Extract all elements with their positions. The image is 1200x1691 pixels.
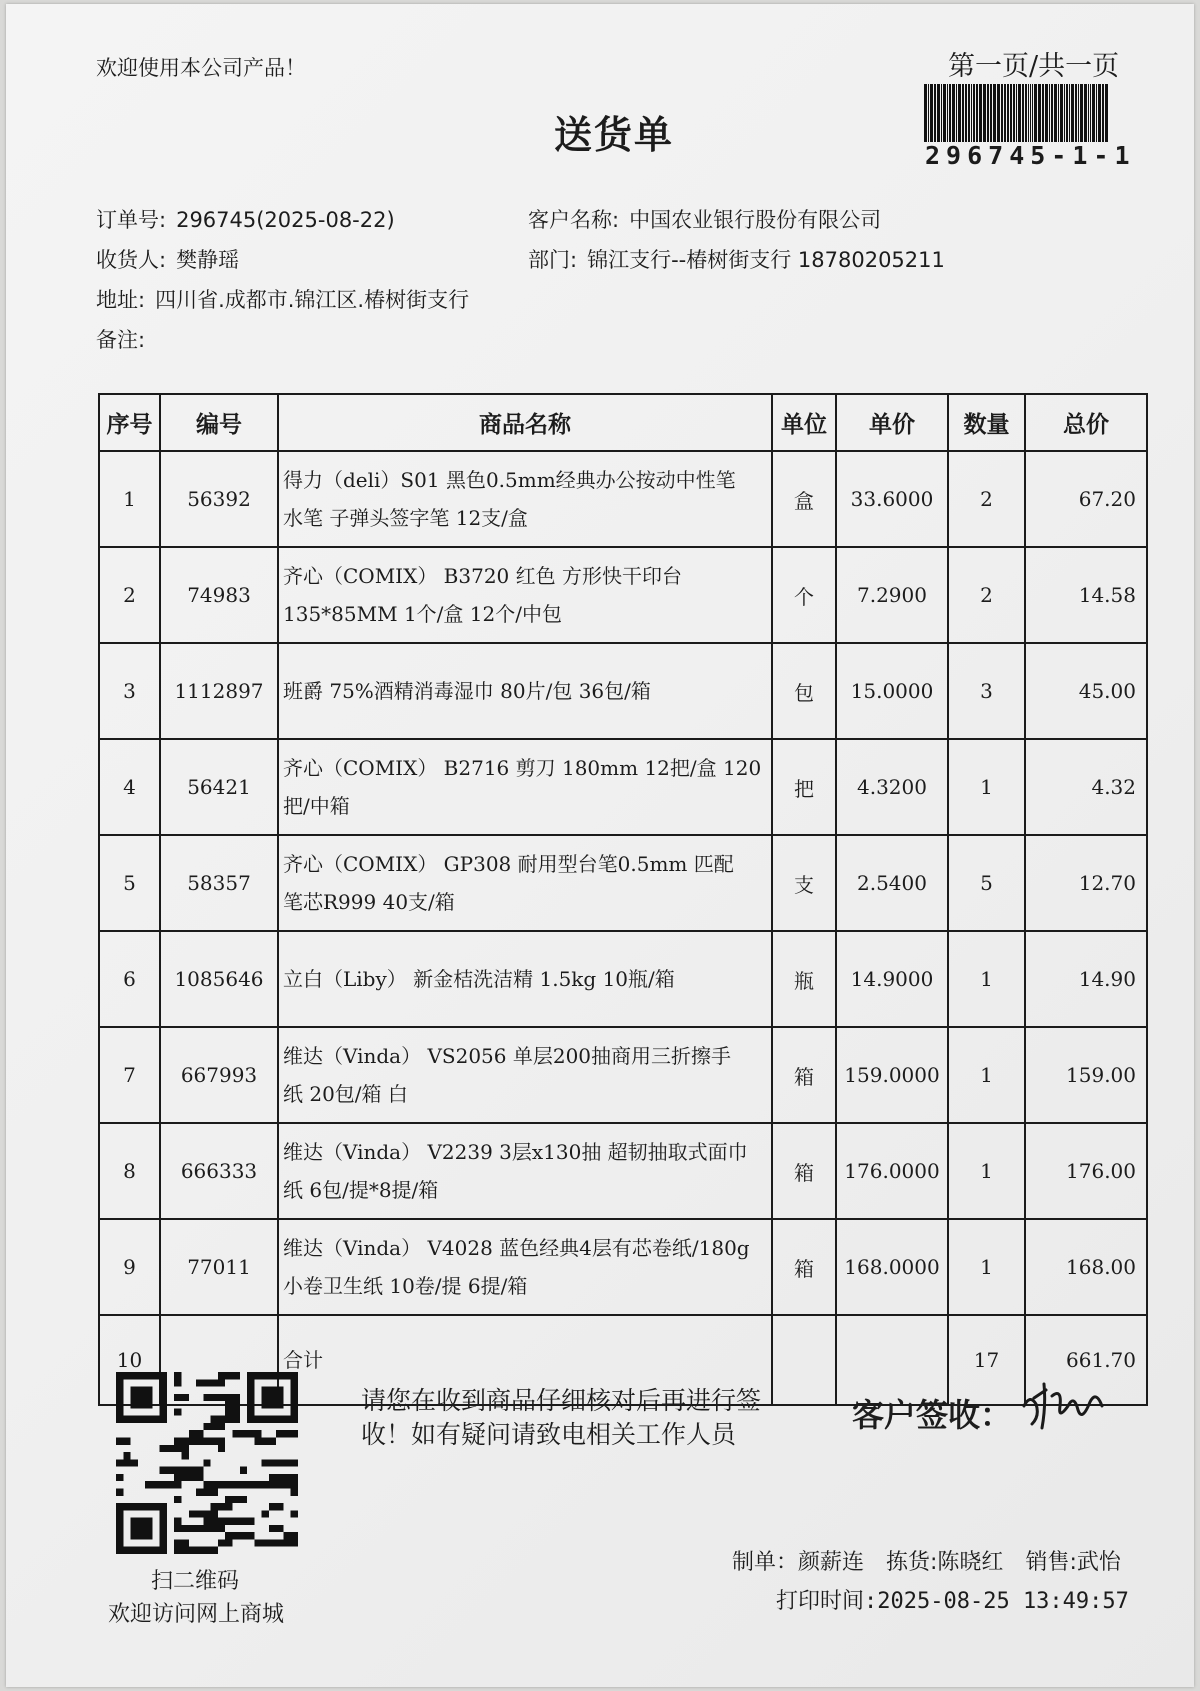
row-product-name bbox=[278, 1219, 772, 1315]
header-unit-price: 单价 bbox=[836, 394, 948, 451]
product-name-line-2: 135*85MM 1个/盒 12个/中包 bbox=[283, 602, 562, 626]
row-index: 1 bbox=[99, 451, 160, 547]
delivery-note-page bbox=[6, 4, 1194, 1687]
row-index: 6 bbox=[99, 931, 160, 1027]
row-code: 58357 bbox=[160, 835, 278, 931]
row-product-name bbox=[278, 1123, 772, 1219]
row-unit-price: 2.5400 bbox=[836, 835, 948, 931]
row-product-name bbox=[278, 451, 772, 547]
row-index: 7 bbox=[99, 1027, 160, 1123]
product-name-line-1: 齐心（COMIX） B3720 红色 方形快干印台 bbox=[283, 564, 682, 588]
table-row bbox=[99, 835, 1147, 931]
maker: 制单：颜薪连 bbox=[732, 1550, 865, 1575]
row-unit: 盒 bbox=[772, 451, 836, 547]
row-product-name bbox=[278, 931, 772, 1027]
product-name-line-1: 班爵 75%酒精消毒湿巾 80片/包 36包/箱 bbox=[283, 679, 651, 703]
row-code: 74983 bbox=[160, 547, 278, 643]
picker: 拣货:陈晓红 bbox=[886, 1550, 1004, 1575]
row-code: 667993 bbox=[160, 1027, 278, 1123]
row-code: 666333 bbox=[160, 1123, 278, 1219]
row-index: 5 bbox=[99, 835, 160, 931]
header-quantity: 数量 bbox=[948, 394, 1025, 451]
summary-label: 合计 bbox=[278, 1315, 772, 1405]
order-number bbox=[96, 204, 395, 234]
product-name-line-2: 水笔 子弹头签字笔 12支/盒 bbox=[283, 506, 528, 530]
product-name-line-1: 齐心（COMIX） B2716 剪刀 180mm 12把/盒 120 bbox=[283, 756, 762, 780]
row-total: 45.00 bbox=[1025, 643, 1147, 739]
items-table bbox=[98, 393, 1148, 1406]
row-quantity: 2 bbox=[948, 451, 1025, 547]
product-name-line-1: 立白（Liby） 新金桔洗洁精 1.5kg 10瓶/箱 bbox=[283, 967, 675, 991]
row-unit: 个 bbox=[772, 547, 836, 643]
row-code: 1112897 bbox=[160, 643, 278, 739]
row-total: 176.00 bbox=[1025, 1123, 1147, 1219]
row-code: 77011 bbox=[160, 1219, 278, 1315]
row-unit: 箱 bbox=[772, 1027, 836, 1123]
row-total: 67.20 bbox=[1025, 451, 1147, 547]
product-name-line-1: 维达（Vinda） V4028 蓝色经典4层有芯卷纸/180g bbox=[283, 1236, 750, 1260]
address-label: 地址: bbox=[96, 288, 146, 312]
row-index: 8 bbox=[99, 1123, 160, 1219]
product-name-line-2: 纸 6包/提*8提/箱 bbox=[283, 1178, 439, 1202]
product-name-line-1: 维达（Vinda） VS2056 单层200抽商用三折擦手 bbox=[283, 1044, 732, 1068]
row-code: 56392 bbox=[160, 451, 278, 547]
customer-label: 客户名称: bbox=[528, 208, 620, 232]
dept-label: 部门: bbox=[528, 248, 578, 272]
row-total: 4.32 bbox=[1025, 739, 1147, 835]
table-row bbox=[99, 1219, 1147, 1315]
row-quantity: 5 bbox=[948, 835, 1025, 931]
order-label: 订单号: bbox=[96, 208, 167, 232]
document-title: 送货单 bbox=[554, 113, 675, 157]
qr-code bbox=[116, 1372, 298, 1554]
row-total: 14.58 bbox=[1025, 547, 1147, 643]
receiver-value: 樊静瑶 bbox=[176, 248, 240, 272]
row-unit-price: 168.0000 bbox=[836, 1219, 948, 1315]
product-name-line-2: 纸 20包/箱 白 bbox=[283, 1082, 408, 1106]
receiver-label: 收货人: bbox=[96, 248, 167, 272]
row-unit: 箱 bbox=[772, 1219, 836, 1315]
print-time: 打印时间:2025-08-25 13:49:57 bbox=[776, 1589, 1129, 1614]
table-row bbox=[99, 739, 1147, 835]
table-row bbox=[99, 931, 1147, 1027]
sales: 销售:武怡 bbox=[1025, 1550, 1121, 1575]
row-unit-price: 14.9000 bbox=[836, 931, 948, 1027]
product-name-line-1: 齐心（COMIX） GP308 耐用型台笔0.5mm 匹配 bbox=[283, 852, 734, 876]
row-code: 1085646 bbox=[160, 931, 278, 1027]
table-row bbox=[99, 643, 1147, 739]
summary-total: 661.70 bbox=[1025, 1315, 1147, 1405]
order-value: 296745(2025-08-22) bbox=[176, 208, 395, 232]
row-product-name bbox=[278, 547, 772, 643]
row-quantity: 1 bbox=[948, 739, 1025, 835]
qr-caption-mall: 欢迎访问网上商城 bbox=[108, 1602, 285, 1627]
row-index: 4 bbox=[99, 739, 160, 835]
row-unit-price: 176.0000 bbox=[836, 1123, 948, 1219]
row-product-name bbox=[278, 643, 772, 739]
row-unit-price: 15.0000 bbox=[836, 643, 948, 739]
product-name-line-1: 得力（deli）S01 黑色0.5mm经典办公按动中性笔 bbox=[283, 468, 736, 492]
remark-label: 备注: bbox=[96, 328, 146, 352]
row-quantity: 3 bbox=[948, 643, 1025, 739]
row-unit: 把 bbox=[772, 739, 836, 835]
welcome-text: 欢迎使用本公司产品！ bbox=[96, 56, 306, 80]
table-row bbox=[99, 547, 1147, 643]
row-index: 2 bbox=[99, 547, 160, 643]
product-name-line-1: 维达（Vinda） V2239 3层x130抽 超韧抽取式面巾 bbox=[283, 1140, 748, 1164]
summary-quantity: 17 bbox=[948, 1315, 1025, 1405]
summary-unit bbox=[772, 1315, 836, 1405]
product-name-line-2: 笔芯R999 40支/箱 bbox=[283, 890, 455, 914]
header-product-name: 商品名称 bbox=[278, 394, 772, 451]
summary-index: 10 bbox=[99, 1315, 160, 1405]
table-row bbox=[99, 1123, 1147, 1219]
customer-value: 中国农业银行股份有限公司 bbox=[629, 208, 882, 232]
staff-line bbox=[732, 1545, 1121, 1576]
row-product-name bbox=[278, 739, 772, 835]
row-total: 12.70 bbox=[1025, 835, 1147, 931]
row-quantity: 2 bbox=[948, 547, 1025, 643]
row-unit-price: 7.2900 bbox=[836, 547, 948, 643]
notice-line-1: 请您在收到商品仔细核对后再进行签 bbox=[361, 1386, 762, 1415]
product-name-line-2: 把/中箱 bbox=[283, 794, 350, 818]
row-unit-price: 4.3200 bbox=[836, 739, 948, 835]
remark bbox=[96, 324, 155, 354]
row-code: 56421 bbox=[160, 739, 278, 835]
row-unit: 支 bbox=[772, 835, 836, 931]
row-unit: 箱 bbox=[772, 1123, 836, 1219]
notice-text bbox=[361, 1384, 781, 1452]
department bbox=[528, 244, 945, 274]
customer-sign-label: 客户签收： bbox=[852, 1396, 1013, 1434]
barcode bbox=[924, 84, 1134, 142]
row-total: 168.00 bbox=[1025, 1219, 1147, 1315]
address bbox=[96, 284, 469, 314]
row-index: 3 bbox=[99, 643, 160, 739]
row-product-name bbox=[278, 1027, 772, 1123]
customer-name bbox=[528, 204, 881, 234]
receiver bbox=[96, 244, 239, 274]
header-index: 序号 bbox=[99, 394, 160, 451]
row-product-name bbox=[278, 835, 772, 931]
row-quantity: 1 bbox=[948, 1123, 1025, 1219]
barcode-number: 296745-1-1 bbox=[925, 141, 1136, 170]
header-code: 编号 bbox=[160, 394, 278, 451]
table-row bbox=[99, 451, 1147, 547]
row-total: 14.90 bbox=[1025, 931, 1147, 1027]
row-unit: 包 bbox=[772, 643, 836, 739]
row-total: 159.00 bbox=[1025, 1027, 1147, 1123]
header-unit: 单位 bbox=[772, 394, 836, 451]
row-unit-price: 159.0000 bbox=[836, 1027, 948, 1123]
table-row bbox=[99, 1027, 1147, 1123]
row-quantity: 1 bbox=[948, 1027, 1025, 1123]
row-quantity: 1 bbox=[948, 931, 1025, 1027]
row-unit: 瓶 bbox=[772, 931, 836, 1027]
notice-line-2: 收！如有疑问请致电相关工作人员 bbox=[361, 1420, 737, 1449]
handwritten-signature bbox=[1016, 1376, 1111, 1436]
dept-value: 锦江支行--椿树街支行 18780205211 bbox=[587, 248, 945, 272]
product-name-line-2: 小卷卫生纸 10卷/提 6提/箱 bbox=[283, 1274, 528, 1298]
address-value: 四川省.成都市.锦江区.椿树街支行 bbox=[155, 288, 470, 312]
qr-caption-scan: 扫二维码 bbox=[151, 1569, 240, 1594]
table-header-row bbox=[99, 394, 1147, 451]
header-total: 总价 bbox=[1025, 394, 1147, 451]
page-info: 第一页/共一页 bbox=[948, 51, 1120, 82]
row-unit-price: 33.6000 bbox=[836, 451, 948, 547]
row-index: 9 bbox=[99, 1219, 160, 1315]
row-quantity: 1 bbox=[948, 1219, 1025, 1315]
